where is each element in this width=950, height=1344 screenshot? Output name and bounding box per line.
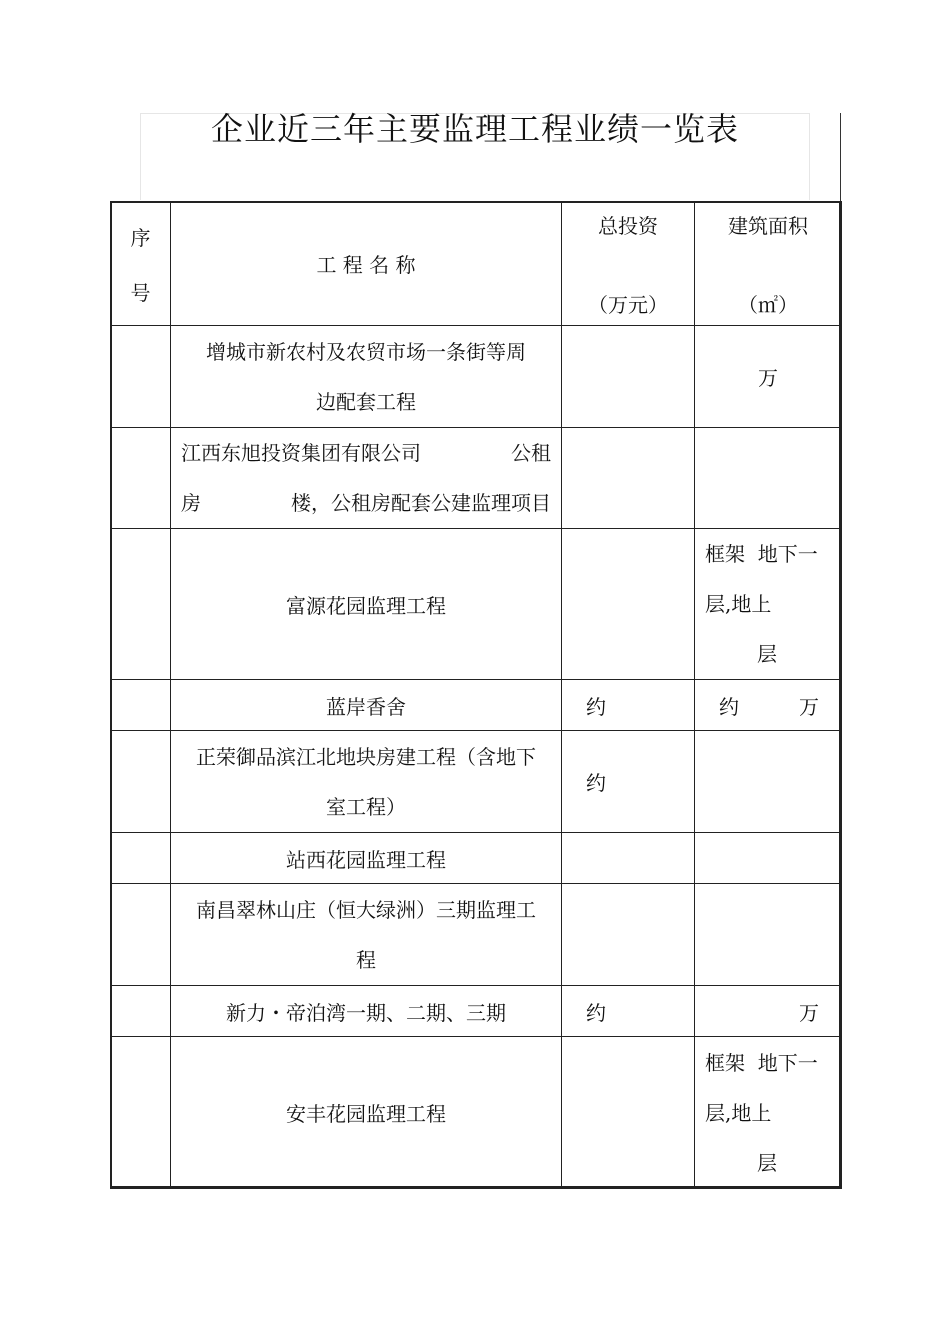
header-area-top: 建筑面积 [728,213,808,238]
seq-cell [111,731,171,833]
seq-cell [111,884,171,986]
table-row [111,731,842,833]
name-line: 程 [356,947,376,972]
investment-value: 约 [586,1000,606,1025]
name-text: 站西花园监理工程 [286,847,446,872]
table-row [111,884,842,986]
name-text: 房 [181,491,201,515]
name-line: 室工程） [326,794,406,819]
area-cell [695,680,842,731]
name-line: 边配套工程 [316,389,416,414]
seq-cell [111,529,171,680]
area-cell [695,731,842,833]
investment-cell [562,680,695,731]
name-line [171,428,561,478]
table-row [111,680,842,731]
seq-cell [111,986,171,1037]
name-cell [171,986,562,1037]
seq-cell [111,1037,171,1189]
area-cell [695,986,842,1037]
seq-cell [111,326,171,428]
header-name-label: 工 程 名 称 [316,253,416,277]
area-line: 层 [757,1150,777,1175]
area-cell [695,833,842,884]
name-line: 正荣御品滨江北地块房建工程（含地下 [196,744,536,769]
name-text: 蓝岸香舍 [326,694,406,719]
seq-cell [111,833,171,884]
name-text: 安丰花园监理工程 [286,1102,446,1126]
name-text: 公租 [511,441,551,465]
header-investment [562,202,695,326]
header-area [695,202,842,326]
investment-cell [562,428,695,529]
table-row [111,428,842,529]
name-text: 楼，公租房配套公建监理项目 [291,491,551,515]
name-cell [171,833,562,884]
header-seq-top: 序 [130,225,151,250]
name-cell [171,1037,562,1189]
seq-cell [111,428,171,529]
area-line: 层 [757,642,777,666]
area-cell [695,326,842,428]
area-line: 框架 地下一 [705,1050,818,1075]
area-line: 层,地上 [705,1100,772,1125]
table-row [111,1037,842,1189]
seq-cell [111,680,171,731]
header-area-bottom: （㎡） [738,292,798,317]
investment-value: 约 [586,771,606,795]
investment-cell [562,529,695,680]
investment-cell [562,986,695,1037]
area-value: 约 [719,694,739,719]
name-cell [171,731,562,833]
investment-cell [562,1037,695,1189]
header-investment-top: 总投资 [598,213,658,238]
performance-table [110,201,842,1189]
header-investment-bottom: （万元） [588,292,668,317]
name-line [171,478,561,528]
name-cell [171,428,562,529]
area-cell [695,529,842,680]
area-cell [695,1037,842,1189]
name-line: 南昌翠林山庄（恒大绿洲）三期监理工 [196,897,536,922]
investment-cell [562,884,695,986]
name-text: 江西东旭投资集团有限公司 [181,441,421,465]
name-line: 增城市新农村及农贸市场一条街等周 [206,339,526,364]
table-row [111,833,842,884]
table-row [111,529,842,680]
name-text: 新力・帝泊湾一期、二期、三期 [226,1000,506,1025]
table-header-row [111,202,842,326]
area-cell [695,884,842,986]
name-cell [171,884,562,986]
name-cell [171,680,562,731]
name-cell [171,529,562,680]
investment-value: 约 [586,694,606,719]
page-title: 企业近三年主要监理工程业绩一览表 [210,110,739,148]
area-cell [695,428,842,529]
header-seq [111,202,171,326]
area-value: 万 [799,1000,819,1025]
investment-cell [562,833,695,884]
name-text: 富源花园监理工程 [286,593,446,618]
area-value: 万 [799,694,819,719]
name-cell [171,326,562,428]
table-row [111,986,842,1037]
area-value: 万 [758,366,778,390]
area-line: 框架 地下一 [705,542,818,566]
header-name [171,202,562,326]
header-seq-bottom: 号 [130,280,151,305]
investment-cell [562,326,695,428]
investment-cell [562,731,695,833]
table-row [111,326,842,428]
area-line: 层,地上 [705,592,772,616]
